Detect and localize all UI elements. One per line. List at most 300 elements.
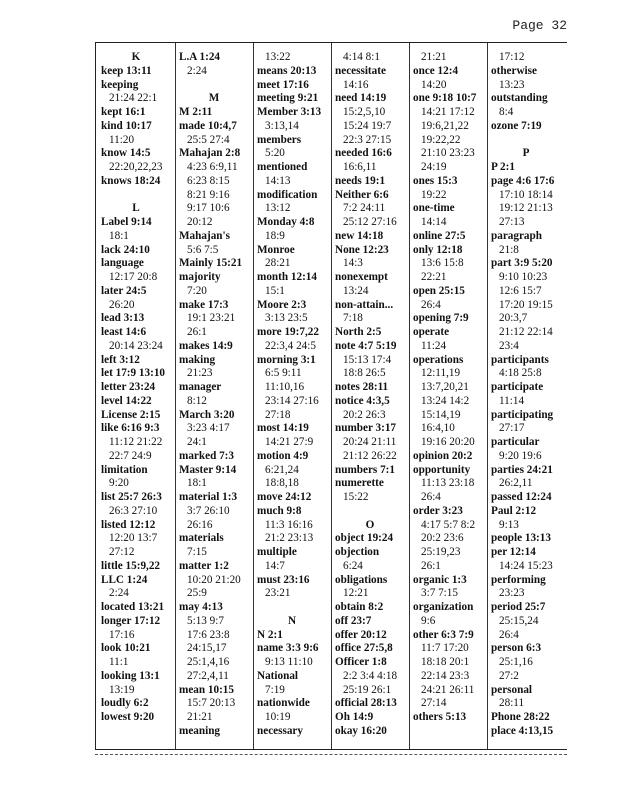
- index-term: listed 12:12: [101, 518, 156, 531]
- index-line: [491, 450, 569, 464]
- index-term: Moore 2:3: [257, 298, 307, 311]
- index-line: [491, 161, 569, 175]
- index-line: [491, 354, 569, 368]
- index-line: [257, 450, 335, 464]
- index-term: one-time: [413, 202, 455, 215]
- index-line: [101, 65, 179, 79]
- index-line: [179, 230, 257, 244]
- page-line-reference: 28:21: [265, 257, 291, 270]
- index-line: [491, 271, 569, 285]
- index-line: [335, 326, 413, 340]
- index-line: [413, 684, 491, 698]
- page-line-reference: 14:21 17:12: [421, 106, 475, 118]
- page-line-reference: 27:12: [109, 546, 135, 558]
- page-line-reference: 15:24 19:7: [343, 119, 392, 132]
- page-line-reference: 26:4: [499, 628, 519, 641]
- index-line: [491, 477, 569, 491]
- index-line: [179, 670, 257, 684]
- index-term: period 25:7: [491, 601, 546, 613]
- index-line: [179, 629, 257, 643]
- index-line: [257, 120, 335, 134]
- index-term: organic 1:3: [413, 573, 467, 586]
- index-line: [257, 381, 335, 395]
- index-line: [257, 326, 335, 340]
- index-term: lead 3:13: [101, 312, 145, 325]
- page-line-reference: 15:2,5,10: [343, 106, 386, 118]
- index-line: [179, 92, 257, 106]
- page-line-reference: 3:23 4:17: [187, 422, 230, 435]
- index-line: [491, 381, 569, 395]
- page-line-reference: 17:20 19:15: [499, 298, 553, 311]
- page-line-reference: 25:19,23: [421, 546, 461, 558]
- index-line: [257, 367, 335, 381]
- index-line: [413, 560, 491, 574]
- index-line: [491, 464, 569, 478]
- index-line: [335, 629, 413, 643]
- page-line-reference: 18:18 20:1: [421, 656, 470, 668]
- index-term: passed 12:24: [491, 491, 552, 503]
- index-column-5: [413, 51, 491, 749]
- page-line-reference: 20:2 26:3: [343, 408, 386, 421]
- page-line-reference: 25:12 27:16: [343, 216, 397, 228]
- index-term: note 4:7 5:19: [335, 339, 397, 352]
- index-line: [179, 161, 257, 175]
- index-term: little 15:9,22: [101, 559, 161, 572]
- index-term: others 5:13: [413, 711, 467, 723]
- index-line: [101, 560, 179, 574]
- page-line-reference: 13:7,20,21: [421, 381, 469, 393]
- index-column-4: [335, 51, 413, 749]
- index-term: month 12:14: [257, 271, 317, 283]
- page-line-reference: 11:7 17:20: [421, 642, 469, 655]
- index-line: [179, 271, 257, 285]
- index-line: [491, 711, 569, 725]
- page-line-reference: 15:22: [343, 491, 369, 503]
- index-line: [179, 134, 257, 148]
- index-term: order 3:23: [413, 504, 463, 517]
- index-line: [491, 395, 569, 409]
- page-line-reference: 17:12: [499, 51, 525, 63]
- index-term: make 17:3: [179, 298, 229, 311]
- index-term: organization: [413, 601, 474, 613]
- page-line-reference: 19:22: [421, 188, 447, 201]
- page-line-reference: 9:13: [499, 518, 519, 531]
- page-line-reference: 26:2,11: [499, 477, 533, 490]
- index-line: [101, 202, 179, 216]
- index-line: [179, 422, 257, 436]
- index-line: [335, 340, 413, 354]
- index-line: [335, 312, 413, 326]
- index-term: official 28:13: [335, 697, 397, 710]
- index-line: [413, 409, 491, 423]
- index-term: other 6:3 7:9: [413, 628, 474, 641]
- page-line-reference: 4:18 25:8: [499, 367, 542, 380]
- index-line: [335, 574, 413, 588]
- page-line-reference: 11:24: [421, 339, 447, 352]
- page-line-reference: 23:21: [265, 587, 291, 600]
- index-line: [413, 175, 491, 189]
- page-line-reference: 11:20: [109, 133, 135, 146]
- index-term: Mainly 15:21: [179, 257, 243, 270]
- index-term: level 14:22: [101, 394, 152, 407]
- index-term: office 27:5,8: [335, 642, 393, 655]
- index-line: [413, 51, 491, 65]
- index-term: meaning: [179, 724, 221, 737]
- index-term: modification: [257, 188, 318, 201]
- page-line-reference: 14:20: [421, 78, 447, 91]
- page-line-reference: 21:23: [187, 367, 213, 380]
- index-line: [101, 642, 179, 656]
- index-term: Paul 2:12: [491, 504, 537, 517]
- index-line: [491, 340, 569, 354]
- page-line-reference: 26:4: [421, 491, 441, 503]
- index-term: later 24:5: [101, 284, 147, 297]
- index-term: place 4:13,15: [491, 724, 554, 737]
- section-letter-heading: M: [208, 92, 220, 105]
- index-line: [179, 477, 257, 491]
- page-line-reference: 27:2,4,11: [187, 669, 229, 682]
- index-line: [257, 134, 335, 148]
- index-line: [413, 381, 491, 395]
- index-line: [179, 257, 257, 271]
- page-line-reference: 20:12: [187, 216, 213, 228]
- index-line: [413, 354, 491, 368]
- index-line: [257, 395, 335, 409]
- index-term: located 13:21: [101, 601, 165, 613]
- index-term: okay 16:20: [335, 724, 387, 737]
- index-term: look 10:21: [101, 642, 151, 655]
- index-line: [257, 711, 335, 725]
- column-divider: [409, 43, 410, 749]
- index-term: participating: [491, 408, 554, 421]
- index-line: [257, 546, 335, 560]
- index-term: M 2:11: [179, 106, 213, 118]
- page-line-reference: 24:21 26:11: [421, 683, 475, 696]
- index-term: open 25:15: [413, 284, 465, 297]
- page-line-reference: 11:13 23:18: [421, 477, 475, 490]
- index-line: [491, 51, 569, 65]
- index-term: name 3:3 9:6: [257, 642, 319, 655]
- index-line: [491, 519, 569, 533]
- index-term: N 2:1: [257, 628, 283, 641]
- index-term: necessary: [257, 724, 303, 737]
- index-line: [101, 285, 179, 299]
- index-line: [101, 711, 179, 725]
- index-line: [257, 725, 335, 739]
- index-line: [257, 92, 335, 106]
- page-line-reference: 7:18: [343, 312, 363, 325]
- index-line: [413, 656, 491, 670]
- index-column-1: [101, 51, 179, 749]
- index-line: [491, 642, 569, 656]
- index-line: [179, 725, 257, 739]
- index-line: [491, 560, 569, 574]
- index-line: [101, 409, 179, 423]
- index-line: [257, 285, 335, 299]
- page-line-reference: 13:24: [343, 284, 369, 297]
- index-line: [257, 65, 335, 79]
- index-term: must 23:16: [257, 573, 310, 586]
- index-line: [257, 271, 335, 285]
- index-line: [257, 629, 335, 643]
- index-line: [257, 312, 335, 326]
- index-line: [179, 51, 257, 65]
- index-line: [335, 92, 413, 106]
- index-line: [335, 189, 413, 203]
- index-line: [257, 464, 335, 478]
- page-line-reference: 27:2: [499, 669, 519, 682]
- index-line: [101, 574, 179, 588]
- index-line: [335, 615, 413, 629]
- blank-line: [101, 189, 179, 203]
- page-line-reference: 26:1: [187, 326, 207, 338]
- index-line: [179, 532, 257, 546]
- index-line: [335, 711, 413, 725]
- index-line: [413, 491, 491, 505]
- index-term: obligations: [335, 573, 388, 586]
- index-line: [413, 367, 491, 381]
- index-line: [257, 230, 335, 244]
- index-term: page 4:6 17:6: [491, 174, 555, 187]
- index-line: [179, 244, 257, 258]
- page-line-reference: 19:22,22: [421, 133, 461, 146]
- index-line: [491, 615, 569, 629]
- index-line: [179, 464, 257, 478]
- index-line: [491, 409, 569, 423]
- page-line-reference: 9:17 10:6: [187, 202, 230, 215]
- index-term: otherwise: [491, 64, 537, 77]
- index-line: [413, 244, 491, 258]
- index-line: [491, 79, 569, 93]
- page-line-reference: 12:21: [343, 587, 369, 600]
- index-line: [335, 216, 413, 230]
- index-line: [257, 574, 335, 588]
- index-line: [101, 505, 179, 519]
- page-line-reference: 27:18: [265, 408, 291, 421]
- page-line-reference: 26:4: [421, 298, 441, 311]
- index-line: [179, 354, 257, 368]
- page-line-reference: 18:1: [187, 477, 207, 490]
- index-term: majority: [179, 271, 221, 283]
- index-line: [491, 312, 569, 326]
- index-line: [413, 340, 491, 354]
- index-line: [335, 161, 413, 175]
- index-line: [101, 629, 179, 643]
- index-term: multiple: [257, 546, 297, 558]
- index-line: [179, 697, 257, 711]
- index-line: [413, 299, 491, 313]
- index-line: [257, 505, 335, 519]
- index-line: [413, 189, 491, 203]
- page-line-reference: 11:12 21:22: [109, 436, 163, 448]
- page-line-reference: 7:15: [187, 546, 207, 558]
- index-line: [179, 450, 257, 464]
- index-term: Member 3:13: [257, 106, 322, 118]
- index-line: [335, 464, 413, 478]
- index-line: [179, 340, 257, 354]
- page-line-reference: 22:3 27:15: [343, 133, 392, 146]
- index-line: [179, 326, 257, 340]
- page-line-reference: 19:1 23:21: [187, 312, 236, 325]
- index-term: kept 16:1: [101, 106, 146, 118]
- page-line-reference: 24:19: [421, 161, 447, 173]
- index-line: [101, 436, 179, 450]
- index-term: numbers 7:1: [335, 463, 395, 476]
- page-line-reference: 2:2 3:4 4:18: [343, 669, 398, 682]
- page-line-reference: 2:24: [187, 64, 207, 77]
- index-line: [335, 491, 413, 505]
- page-line-reference: 6:21,24: [265, 463, 299, 476]
- page-line-reference: 7:20: [187, 284, 207, 297]
- index-term: meet 17:16: [257, 78, 309, 91]
- index-term: North 2:5: [335, 326, 382, 338]
- index-term: Phone 28:22: [491, 711, 550, 723]
- index-line: [413, 477, 491, 491]
- index-term: mean 10:15: [179, 683, 234, 696]
- index-term: participants: [491, 353, 549, 366]
- index-line: [335, 697, 413, 711]
- index-term: LLC 1:24: [101, 573, 148, 586]
- index-term: manager: [179, 381, 222, 393]
- index-term: nationwide: [257, 697, 310, 710]
- index-term: Officer 1:8: [335, 656, 387, 668]
- page-line-reference: 25:1,4,16: [187, 656, 230, 668]
- page-line-reference: 12:11,19: [421, 367, 461, 380]
- index-line: [101, 230, 179, 244]
- index-line: [413, 642, 491, 656]
- index-term: new 14:18: [335, 229, 384, 242]
- page-line-reference: 8:4: [499, 106, 514, 118]
- page-line-reference: 14:14: [421, 216, 447, 228]
- index-term: need 14:19: [335, 92, 387, 105]
- page-line-reference: 13:19: [109, 683, 135, 696]
- index-line: [335, 422, 413, 436]
- page-line-reference: 4:14 8:1: [343, 51, 380, 63]
- index-line: [179, 436, 257, 450]
- page-line-reference: 7:19: [265, 683, 285, 696]
- index-line: [413, 670, 491, 684]
- index-line: [413, 312, 491, 326]
- index-term: only 12:18: [413, 243, 463, 256]
- page-line-reference: 20:14 23:24: [109, 339, 163, 352]
- index-line: [335, 381, 413, 395]
- index-line: [491, 587, 569, 601]
- index-line: [413, 271, 491, 285]
- page-line-reference: 23:4: [499, 339, 519, 352]
- index-term: notice 4:3,5: [335, 394, 390, 407]
- index-line: [491, 216, 569, 230]
- index-line: [257, 491, 335, 505]
- index-line: [101, 422, 179, 436]
- index-line: [257, 216, 335, 230]
- index-term: participate: [491, 381, 544, 393]
- index-line: [179, 189, 257, 203]
- index-term: matter 1:2: [179, 559, 229, 572]
- page-line-reference: 9:10 10:23: [499, 271, 548, 283]
- index-term: marked 7:3: [179, 449, 234, 462]
- page-line-reference: 24:1: [187, 436, 207, 448]
- index-line: [413, 106, 491, 120]
- page-line-reference: 26:16: [187, 518, 213, 531]
- index-line: [257, 161, 335, 175]
- index-line: [413, 574, 491, 588]
- page-line-reference: 17:16: [109, 628, 135, 641]
- index-line: [413, 65, 491, 79]
- index-term: lack 24:10: [101, 243, 150, 256]
- page-line-reference: 23:14 27:16: [265, 394, 319, 407]
- index-line: [335, 436, 413, 450]
- page-line-reference: 3:13 23:5: [265, 312, 308, 325]
- index-line: [335, 65, 413, 79]
- index-line: [179, 395, 257, 409]
- index-term: much 9:8: [257, 504, 302, 517]
- index-term: ozone 7:19: [491, 119, 542, 132]
- page-line-reference: 22:20,22,23: [109, 161, 163, 173]
- page-line-reference: 3:13,14: [265, 119, 299, 132]
- page-line-reference: 14:3: [343, 257, 363, 270]
- index-term: know 14:5: [101, 147, 151, 160]
- page-line-reference: 13:22: [265, 51, 291, 63]
- page-line-reference: 10:19: [265, 711, 291, 723]
- index-line: [101, 464, 179, 478]
- index-line: [413, 395, 491, 409]
- index-line: [101, 340, 179, 354]
- index-line: [335, 354, 413, 368]
- page-line-reference: 18:8 26:5: [343, 367, 386, 380]
- page-line-reference: 25:9: [187, 587, 207, 600]
- index-line: [335, 147, 413, 161]
- index-line: [179, 587, 257, 601]
- blank-line: [335, 505, 413, 519]
- index-term: knows 18:24: [101, 174, 161, 187]
- index-line: [491, 601, 569, 615]
- index-line: [257, 244, 335, 258]
- index-line: [257, 684, 335, 698]
- page-line-reference: 17:6 23:8: [187, 628, 230, 641]
- index-line: [101, 79, 179, 93]
- page-line-reference: 16:4,10: [421, 422, 455, 435]
- index-line: [491, 725, 569, 739]
- index-line: [257, 477, 335, 491]
- index-line: [101, 670, 179, 684]
- index-term: letter 23:24: [101, 381, 156, 393]
- index-line: [413, 285, 491, 299]
- column-divider: [487, 43, 488, 749]
- index-line: [335, 656, 413, 670]
- index-line: [179, 409, 257, 423]
- page-line-reference: 27:13: [499, 216, 525, 228]
- index-line: [101, 450, 179, 464]
- index-term: let 17:9 13:10: [101, 367, 166, 380]
- page-line-reference: 22:3,4 24:5: [265, 339, 316, 352]
- index-term: list 25:7 26:3: [101, 491, 162, 503]
- index-line: [491, 65, 569, 79]
- column-divider: [175, 43, 176, 749]
- section-letter-heading: P: [522, 147, 530, 160]
- index-line: [413, 202, 491, 216]
- index-term: None 12:23: [335, 243, 389, 256]
- index-line: [491, 106, 569, 120]
- page-line-reference: 19:16 20:20: [421, 436, 475, 448]
- page-line-reference: 15:13 17:4: [343, 353, 392, 366]
- index-line: [101, 367, 179, 381]
- index-line: [413, 161, 491, 175]
- index-line: [257, 615, 335, 629]
- index-term: National: [257, 669, 299, 682]
- index-term: kind 10:17: [101, 119, 152, 132]
- page-line-reference: 27:14: [421, 697, 447, 710]
- index-line: [335, 670, 413, 684]
